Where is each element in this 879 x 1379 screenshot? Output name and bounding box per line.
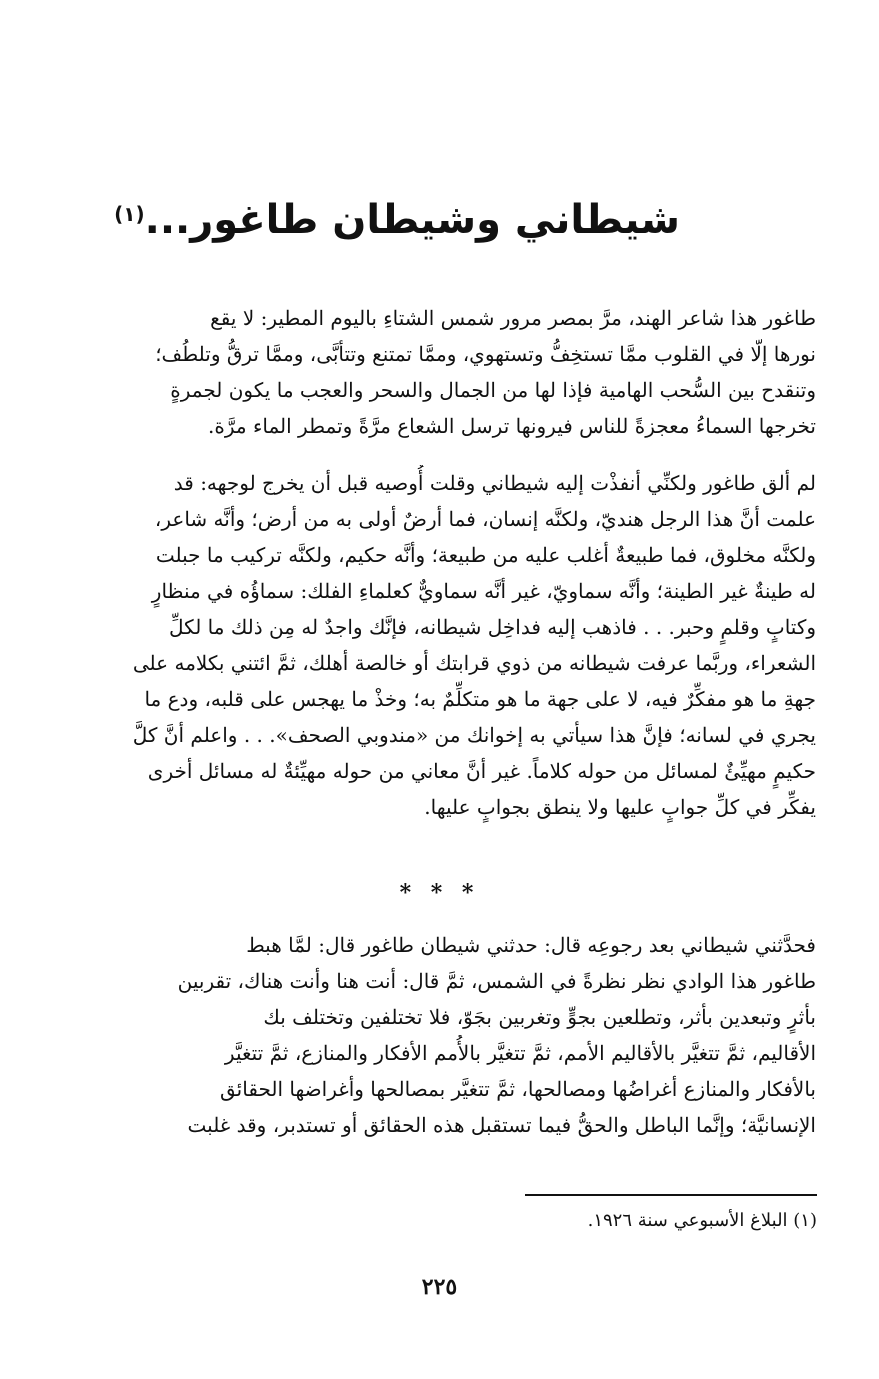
text-line: وكتابٍ وقلمٍ وحبر. . . فاذهب إليه فداخِل شيطانه، فإنَّك واجدٌ له مِن ذلك ما لكلِّ [169,615,816,639]
text-line: فحدَّثني شيطاني بعد رجوعِه قال: حدثني شيطان طاغور قال: لمَّا هبط [246,933,816,957]
paragraph-3 [72,927,816,1143]
text-line: يفكِّر في كلِّ جوابٍ عليها ولا ينطق بجوابٍ عليها. [424,795,816,819]
text-line: نورها إلّا في القلوب ممَّا تستخِفُّ وتستهوي، وممَّا تمتنع وتتأبَّى، وممَّا ترقُّ وتلطُف؛ [155,342,816,366]
text-line: علمت أنَّ هذا الرجل هنديّ، ولكنَّه إنسان، فما أرضٌ أولى به من أرض؛ وأنَّه شاعر، [154,507,816,531]
text-line: الإنسانيَّة؛ وإنَّما الباطل والحقُّ فيما تستقبل هذه الحقائق أو تستدبر، وقد غلبت [187,1113,816,1137]
text-line: الأقاليم، ثمَّ تتغيَّر بالأقاليم الأمم، ثمَّ تتغيَّر بالأُمم الأفكار والمنازع، ثمَّ تتغيَّر [224,1041,816,1065]
text-line: تخرجها السماءُ معجزةً للناس فيرونها ترسل الشعاع مرَّةً وتمطر الماء مرَّة. [208,414,816,438]
text-line: حكيمٍ مهيِّئٌ لمسائل من حوله كلاماً. غير أنَّ معاني من حوله مهيِّئةٌ له مسائل أخرى [147,759,816,783]
text-line: طاغور هذا الوادي نظر نظرةً في الشمس، ثمَّ قال: أنت هنا وأنت هناك، تقربين [177,969,816,993]
text-line: يجري في لسانه؛ فإنَّ هذا سيأتي به إخوانك من «مندوبي الصحف». . . واعلم أنَّ كلَّ [132,723,816,747]
text-line: الشعراء، وربَّما عرفت شيطانه من ذوي قرابتك أو خالصة أهلك، ثمَّ ائتني بكلامه على [132,651,816,675]
text-line: بالأفكار والمنازع أغراضُها ومصالحها، ثمَّ تتغيَّر بمصالحها وأغراضها الحقائق [219,1077,816,1101]
chapter-title-text: شيطاني وشيطان طاغور... [144,197,680,243]
text-line: له طينةٌ غير الطينة؛ وأنَّه سماويّ، غير أنَّه سماويٌّ كعلماءِ الفلك: سماؤُه في منظارٍ [151,579,816,603]
chapter-title [114,190,680,250]
text-line: ولكنَّه مخلوق، فما طبيعةٌ أغلب عليه من طبيعة؛ وأنَّه حكيم، ولكنَّه تركيب ما جبلت [155,543,816,567]
text-line: وتنقدح بين السُّحب الهامية فإذا لها من الجمال والسحر والعجب ما يكون لجمرةٍ [170,378,816,402]
footnote: (١) البلاغ الأسبوعي سنة ١٩٢٦. [587,1210,817,1231]
title-footnote-marker: (١) [114,202,145,226]
text-line: طاغور هذا شاعر الهند، مرَّ بمصر مرور شمس الشتاءِ باليوم المطير: لا يقع [210,306,816,330]
paragraph-2 [72,465,816,825]
section-separator: * * * [399,880,480,906]
text-line: لم ألق طاغور ولكنِّي أنفذْت إليه شيطاني وقلت أُوصيه قبل أن يخرج لوجهه: قد [173,471,816,495]
text-line: جهةِ ما هو مفكِّرٌ فيه، لا على جهة ما هو متكلِّمٌ به؛ وخذْ ما يهجس على قلبه، ودع ما [144,687,816,711]
text-line: بأثرٍ وتبعدين بأثر، وتطلعين بجوٍّ وتغربين بجَوّ، فلا تختلفين وتختلف بك [263,1005,816,1029]
page-number: ٢٢٥ [421,1274,458,1300]
footnote-divider [525,1194,817,1196]
paragraph-1 [72,300,816,444]
